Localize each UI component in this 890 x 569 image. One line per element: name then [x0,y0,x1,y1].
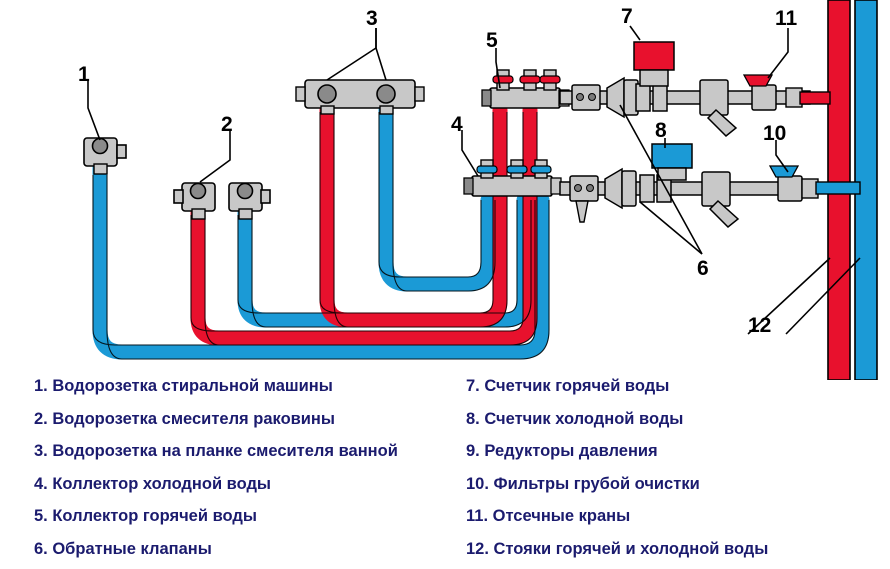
callout-2: 2 [221,113,233,136]
callout-11: 11 [775,7,798,30]
hot-supply-line [560,42,830,136]
legend-item: 11. Отсечные краны [466,507,631,525]
legend-item: 1. Водорозетка стиральной машины [34,377,333,395]
legend-item: 10. Фильтры грубой очистки [466,474,700,493]
legend-item: 7. Счетчик горячей воды [466,377,670,395]
outlet-sink-cold [229,183,270,219]
legend [0,378,890,569]
legend-item: 8. Счетчик холодной воды [466,409,684,428]
legend-item: 6. Обратные клапаны [34,539,212,558]
callout-5: 5 [486,29,498,52]
callout-12: 12 [748,314,772,337]
legend-item: 5. Коллектор горячей воды [34,507,257,525]
callout-4: 4 [451,113,463,136]
legend-item: 2. Водорозетка смесителя раковины [34,409,335,428]
callout-8: 8 [655,119,667,142]
callout-7: 7 [621,5,633,28]
hot-manifold [482,70,569,108]
legend-item: 3. Водорозетка на планке смесителя ванной [34,442,398,460]
outlet-washing-machine [84,138,126,174]
bath-mixer-bar [296,80,424,114]
callout-3: 3 [366,7,378,30]
cold-manifold [464,160,561,196]
legend-item: 9. Редукторы давления [466,442,658,460]
callout-6: 6 [697,257,709,280]
callout-1: 1 [78,63,90,86]
legend-item: 4. Коллектор холодной воды [34,474,272,493]
callout-10: 10 [763,122,787,145]
legend-column-left [34,378,454,569]
legend-column-right [466,378,886,569]
legend-item: 12. Стояки горячей и холодной воды [466,539,769,558]
outlet-sink-hot [174,183,215,219]
cold-supply-line [560,144,860,227]
